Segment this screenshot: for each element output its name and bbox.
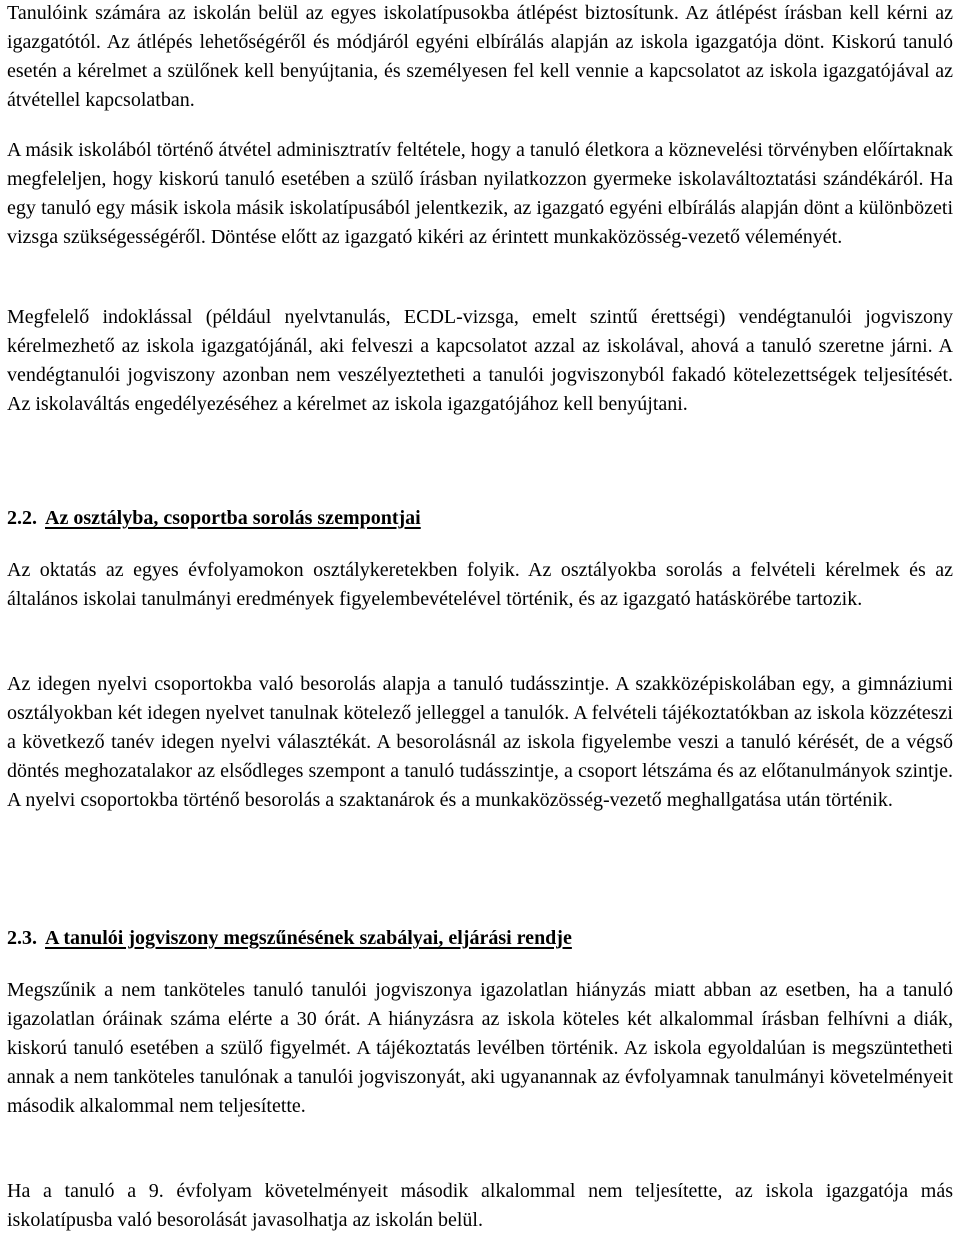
paragraph-ninth-grade: Ha a tanuló a 9. évfolyam követelményeit második alkalommal nem teljesítette, az iskola igazgatója más iskolatípusba való besorolását javasolhatja az iskolán belül. [7, 1180, 953, 1231]
section-number: 2.3. [7, 927, 37, 949]
section-number: 2.2. [7, 507, 37, 529]
paragraph-termination: Megszűnik a nem tanköteles tanuló tanulói jogviszonya igazolatlan hiányzás miatt abban az esetben, ha a tanuló igazolatlan óráinak száma elérte a 30 órát. A hiányzásra az iskola köteles két alkalommal írásban felhívni a diák, kiskorú tanuló esetében a szülő figyelmét. A tájékoztatás levélben történik. Az iskola egyoldalúan is megszüntetheti annak a nem tanköteles tanulónak a tanulói jogviszonyát, aki ugyanannak az évfolyamnak tanulmányi követelményeit második alkalommal nem teljesítette. [7, 979, 953, 1117]
paragraph-class-assignment: Az oktatás az egyes évfolyamokon osztálykeretekben folyik. Az osztályokba sorolás a felvételi kérelmek és az általános iskolai tanulmányi eredmények figyelembevételével történik, és az igazgató hatáskörébe tartozik. [7, 559, 953, 610]
paragraph-school-transfer: Tanulóink számára az iskolán belül az egyes iskolatípusokba átlépést biztosítunk. Az átlépést írásban kell kérni az igazgatótól. Az átlépés lehetőségéről és módjáról egyéni elbírálás alapján az iskola igazgatója dönt. Kiskorú tanuló esetén a kérelmet a szülőnek kell benyújtania, és személyesen fel kell vennie a kapcsolatot az iskola igazgatójával az átvétellel kapcsolatban. [7, 2, 953, 111]
paragraph-transfer-conditions: A másik iskolából történő átvétel adminisztratív feltétele, hogy a tanuló életkora a köznevelési törvényben előírtaknak megfeleljen, hogy kiskorú tanuló esetében a szülő írásban nyilatkozzon gyermeke iskolaváltoztatási szándékáról. Ha egy tanuló egy másik iskola másik iskolatípusából jelentkezik, az igazgató egyéni elbírálás alapján dönt a különbözeti vizsga szükségességéről. Döntése előtt az igazgató kikéri az érintett munkaközösség-vezető véleményét. [7, 139, 953, 248]
section-title: A tanulói jogviszony megszűnésének szabályai, eljárási rendje [45, 927, 572, 949]
paragraph-language-groups: Az idegen nyelvi csoportokba való besorolás alapja a tanuló tudásszintje. A szakközépiskolában egy, a gimnáziumi osztályokban két idegen nyelvet tanulnak kötelező jelleggel a tanulók. A felvételi tájékoztatókban az iskola közzéteszi a következő tanév idegen nyelvi választékát. A besorolásnál az iskola figyelembe veszi a tanuló kérését, de a végső döntés meghozatalakor az elsődleges szempont a tanuló tudásszintje, a csoport létszáma és az előtanulmányok szintje. A nyelvi csoportokba történő besorolás a szaktanárok és a munkaközösség-vezető meghallgatása után történik. [7, 673, 953, 811]
paragraph-guest-student: Megfelelő indoklással (például nyelvtanulás, ECDL-vizsga, emelt szintű érettségi) vendégtanulói jogviszony kérelmezhető az iskola igazgatójánál, aki felveszi a kapcsolatot azzal az iskolával, ahová a tanuló szeretne járni. A vendégtanulói jogviszony azonban nem veszélyeztetheti a tanulói jogviszonyból fakadó kötelezettségek teljesítését. Az iskolaváltás engedélyezéséhez a kérelmet az iskola igazgatójához kell benyújtani. [7, 306, 953, 415]
section-heading-2-2 [7, 504, 421, 533]
section-title: Az osztályba, csoportba sorolás szempontjai [45, 507, 421, 529]
section-heading-2-3 [7, 924, 572, 953]
